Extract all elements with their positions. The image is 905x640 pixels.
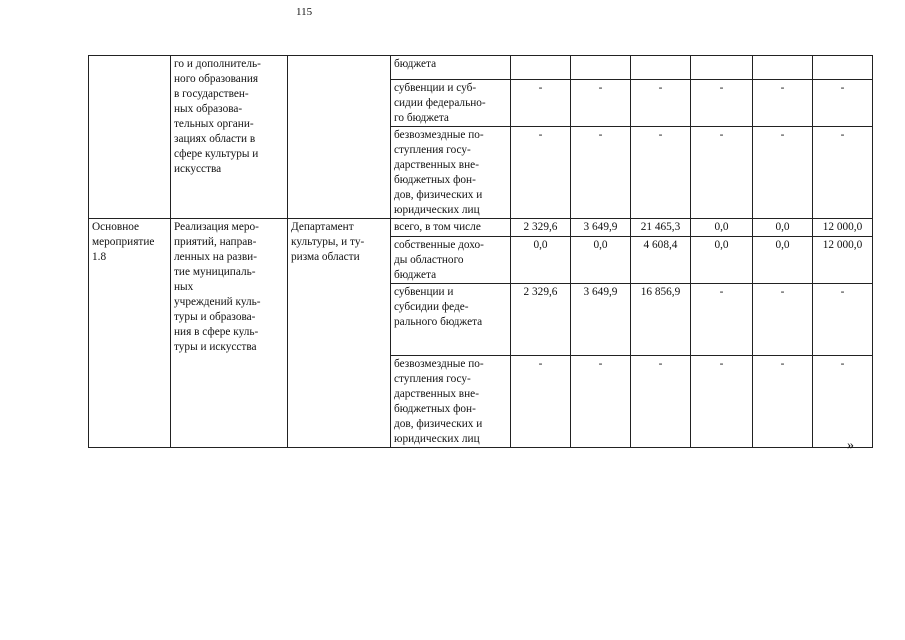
value-cell: 2 329,6 [511,284,571,356]
funding-source-cell: всего, в том числе [391,219,511,237]
value-cell: - [511,80,571,127]
value-cell: 21 465,3 [631,219,691,237]
funding-source-cell: бюджета [391,56,511,80]
funding-source-cell: собственные дохо- ды областного бюджета [391,237,511,284]
executor-cell: Департамент культуры, и ту- ризма области [288,219,391,448]
table-row [89,56,873,80]
value-cell: 12 000,0 [813,219,873,237]
table-row [89,219,873,237]
executor-cell [288,56,391,219]
value-cell: - [691,284,753,356]
value-cell: - [813,356,873,448]
value-cell: - [753,127,813,219]
value-cell [691,56,753,80]
value-cell [753,56,813,80]
value-cell: 12 000,0 [813,237,873,284]
value-cell: 3 649,9 [571,219,631,237]
measure-name-cell: го и дополнитель- ного образования в государствен- ных образова- тельных органи- зациях области в сфере культуры и искусства [171,56,288,219]
value-cell: - [571,127,631,219]
value-cell: - [631,356,691,448]
budget-table [88,55,873,448]
funding-source-cell: безвозмездные по- ступления госу- дарственных вне- бюджетных фон- дов, физических и юридических лиц [391,356,511,448]
value-cell: 0,0 [571,237,631,284]
page-number: 115 [296,6,313,18]
table-body [89,56,873,448]
value-cell: 0,0 [691,219,753,237]
value-cell: 0,0 [753,237,813,284]
value-cell: - [753,356,813,448]
value-cell: - [631,80,691,127]
value-cell [813,56,873,80]
measure-name-cell: Реализация меро- приятий, направ- ленных на разви- тие муниципаль- ных учреждений куль- туры и образова- ния в сфере куль- туры и искусства [171,219,288,448]
value-cell: - [753,80,813,127]
value-cell: 0,0 [753,219,813,237]
value-cell [571,56,631,80]
measure-label-cell: Основное мероприятие 1.8 [89,219,171,448]
value-cell: 3 649,9 [571,284,631,356]
value-cell: - [691,356,753,448]
value-cell: - [631,127,691,219]
value-cell: - [813,80,873,127]
value-cell: 16 856,9 [631,284,691,356]
value-cell [631,56,691,80]
closing-quote-mark: » [847,438,854,453]
value-cell: - [511,127,571,219]
value-cell: 0,0 [511,237,571,284]
value-cell: 4 608,4 [631,237,691,284]
funding-source-cell: субвенции и субсидии феде- рального бюджета [391,284,511,356]
value-cell: - [753,284,813,356]
funding-source-cell: безвозмездные по- ступления госу- дарственных вне- бюджетных фон- дов, физических и юридических лиц [391,127,511,219]
value-cell: - [691,127,753,219]
value-cell: - [511,356,571,448]
value-cell: - [571,80,631,127]
value-cell: - [813,284,873,356]
value-cell: 0,0 [691,237,753,284]
measure-label-cell [89,56,171,219]
value-cell: - [813,127,873,219]
funding-source-cell: субвенции и суб- сидии федерально- го бюджета [391,80,511,127]
value-cell: - [691,80,753,127]
value-cell: - [571,356,631,448]
value-cell: 2 329,6 [511,219,571,237]
value-cell [511,56,571,80]
